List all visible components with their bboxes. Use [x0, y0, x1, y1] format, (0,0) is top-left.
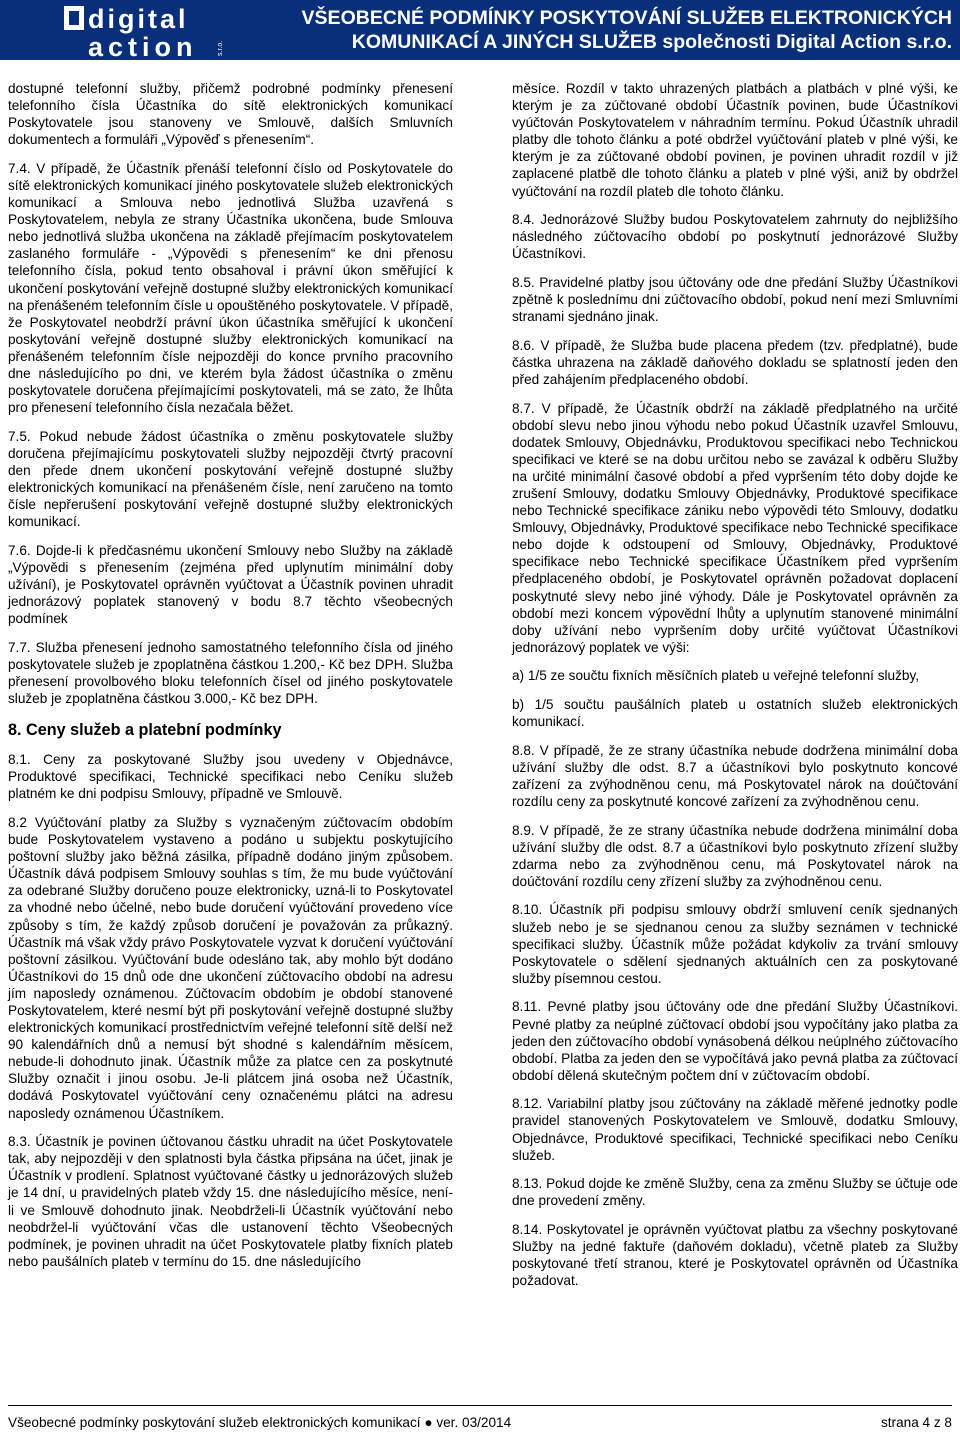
paragraph-8-2: 8.2 Vyúčtování platby za Služby s vyznačeným zúčtovacím obdobím bude Poskytovatelem vystaveno a podáno u subjektu poskytujícího poštovní služby jako běžná zásilka, případně dodáno jiným způsobem. Účastník dává podpisem Smlouvy souhlas s tím, že mu bude vyúčtování za odebrané Služby doručeno pouze elektronicky, uzná-li to Poskytovatel za vhodné nebo účelné, nebo bude doručení vyúčtování provedeno více způsoby s tím, že každý způsob doručení je považován za průkazný. Účastník má však vždy právo Poskytovatele vyzvat k doručení vyúčtování poštovní zásilkou. Vyúčtování bude odesláno tak, aby mohlo být dodáno Účastníkovi do 15 dnů ode dne ukončení zúčtovacího období na adresu jím naposledy oznámenou. Zúčtovacím obdobím je období stanovené Poskytovatelem, které nesmí být při poskytování veřejně dostupné služby elektronických komunikací prostřednictvím veřejné telefonní sítě delší než 90 kalendářních dnů a nemusí být shodné s kalendářním měsícem, nebude-li dohodnuto jinak. Účastník může za platce cen za poskytnuté Služby označit i jinou osobu. Je-li plátcem jiná osoba než Účastník, dodává Poskytovatel vyúčtování ceny označenému plátci na adresu naposledy oznámenou Účastníkem. [8, 814, 453, 1121]
paragraph-7-4: 7.4. V případě, že Účastník přenáší telefonní číslo od Poskytovatele do sítě elektronických komunikací jiného poskytovatele služeb elektronických komunikací a Smlouva nebo jednotlivá Služba uzavřená s Poskytovatelem, nebyla ze strany Účastníka ukončena, bude Smlouva nebo jednotlivá služba ukončena na základě přejímacím poskytovatelem zaslaného formuláře - „Výpovědi s přenesením“ ke dni přenosu telefonního čísla, pokud tento obsahoval i právní úkon směřující k ukončení poskytování veřejně dostupné služby elektronických komunikací na přenášeném telefonním čísle u opouštěného poskytovatele. V případě, že Poskytovatel neobdrží právní úkon účastníka směřující k ukončení poskytování veřejně dostupné služby elektronických komunikací na přenášeném telefonním čísle nejpozději do konce prvního pracovního dne následujícího po dni, ve kterém byla žádost účastníka o změnu poskytovatele doručena přejímajícími poskytovateli, má se zato, že lhůta pro přenesení telefonního čísla nezačala běžet. [8, 160, 453, 416]
logo-suffix: s.r.o. [217, 40, 224, 56]
paragraph-8-13: 8.13. Pokud dojde ke změně Služby, cena za změnu Služby se účtuje ode dne provedení změny. [512, 1176, 958, 1209]
paragraph-8-12: 8.12. Variabilní platby jsou zúčtovány na základě měřené jednotky podle pravidel stanovených Poskytovatelem ve Smlouvě, dodatku Smlouvy, Objednávce, Produktové specifikaci, Technické specifikaci nebo Ceníku služeb. [512, 1096, 958, 1163]
paragraph-7-6: 7.6. Dojde-li k předčasnému ukončení Smlouvy nebo Služby na základě „Výpovědi s přenesením (zejména před uplynutím minimální doby užívání), je Poskytovatel oprávněn vyúčtovat a Účastník povinen uhradit jednorázový poplatek stanovený v bodu 8.7 těchto všeobecných podmínek [8, 542, 453, 627]
list-item-a: a) 1/5 ze součtu fixních měsíčních plateb u veřejné telefonní služby, [512, 668, 920, 684]
paragraph-8-4: 8.4. Jednorázové Služby budou Poskytovatelem zahrnuty do nejbližšího následného zúčtovacího období po poskytnutí jednorázové Služby Účastníkovi. [512, 212, 958, 262]
paragraph: měsíce. Rozdíl v takto uhrazených platbách a platbách v plné výši, ke kterým je za zúčtované období Účastník povinen, bude Účastníkovi vyúčtován Poskytovatelem v náhradním termínu. Pokud Účastník uhradil platby dle tohoto článku a poté obdržel vyúčtování plateb v plné výši, ke kterým je za zúčtované období povinen, je povinen uhradit rozdíl v již zaplacené platbě dle tohoto článku a plateb v plné výši, aniž by obdržel vyúčtování na rozdíl plateb dle tohoto článku. [512, 81, 958, 199]
paragraph-8-8: 8.8. V případě, že ze strany účastníka nebude dodržena minimální doba užívání služby dle odst. 8.7 a účastníkovi bylo poskytnuto koncové zařízení za zvýhodněnou cenu, má Poskytovatel nárok na doúčtování rozdílu ceny za poskytnuté koncové zařízení za zvýhodněnou cenu. [512, 742, 958, 809]
page-header [0, 0, 960, 60]
left-column [8, 80, 453, 1281]
right-column [512, 80, 958, 1301]
page-number: strana 4 z 8 [880, 1415, 952, 1430]
section-heading-8: 8. Ceny služeb a platební podmínky [8, 721, 282, 740]
paragraph-8-11: 8.11. Pevné platby jsou účtovány ode dne předání Služby Účastníkovi. Pevné platby za neúplné zúčtovací období jsou vypočítány jako platba za jeden den zúčtovacího období vynásobená délkou neúplného zúčtovacího období. Platba za jeden den se vypočítává jako pevná platba za zúčtovací období dělená skutečným počtem dní v zúčtovacím období. [512, 999, 958, 1083]
paragraph-8-7: 8.7. V případě, že Účastník obdrží na základě předplatného na určité období slevu nebo jinou výhodu nebo pokud Účastník uzavřel Smlouvu, dodatek Smlouvy, Objednávku, Produktovou specifikaci nebo Technickou specifikaci ve které se na dobu určitou nebo se zavázal k odběru Služby na určité minimální časové období a před vypršením této doby dojde ke zrušení Smlouvy, dodatku Smlouvy Objednávky, Produktové specifikace nebo Technické specifikace zániku nebo výpovědi této Smlouvy, dodatku Smlouvy, Objednávky, Produktové specifikace nebo Technické specifikace nebo dojde k odstoupení od Smlouvy, Objednávky, Produktové specifikace nebo Technické specifikace Účastníkem před vypršením předplaceného období, je Poskytovatel oprávněn požadovat doplacení poskytnuté slevy nebo jiné výhody. Dále je Poskytovatel oprávněn za období mezi koncem výpovědní lhůty a uplynutím stanovené minimální doby užívání nebo vypršením doby určité vyúčtovat Účastníkovi jednorázový poplatek ve výši: [512, 400, 958, 655]
document-title [302, 6, 952, 54]
document-body [8, 80, 958, 1400]
paragraph-8-14: 8.14. Poskytovatel je oprávněn vyúčtovat platbu za všechny poskytované Služby na jedné faktuře (daňovém dokladu), včetně plateb za Služby poskytované třetí stranou, které je Poskytovatel oprávněn od Účastníka požadovat. [512, 1221, 958, 1289]
paragraph-7-5: 7.5. Pokud nebude žádost účastníka o změnu poskytovatele služby doručena přejímajícímu poskytovateli služby nejpozději čtvrtý pracovní den přede dnem ukončení poskytování veřejně dostupné služby elektronických komunikací na přenášeném čísle, není zaručeno na tomto čísle nepřerušení poskytování veřejně dostupné služby elektronických komunikací. [8, 428, 453, 530]
paragraph-7-7: 7.7. Služba přenesení jednoho samostatného telefonního čísla od jiného poskytovatele služeb je zpoplatněna částkou 1.200,- Kč bez DPH. Služba přenesení provolbového bloku telefonních čísel od jiného poskytovatele služeb je zpoplatněna částkou 3.000,- Kč bez DPH. [8, 639, 453, 707]
company-logo [62, 0, 232, 60]
paragraph-8-10: 8.10. Účastník při podpisu smlouvy obdrží smluvení ceník sjednaných služeb nebo je se sjednanou cenou za služby seznámen v technické specifikaci služby. Účastník může požádat kdykoliv za trvání smlouvy Poskytovatele o sdělení sjednaných aktuálních cen za poskytované služby písemnou cestou. [512, 902, 958, 986]
title-line-1: VŠEOBECNÉ PODMÍNKY POSKYTOVÁNÍ SLUŽEB ELEKTRONICKÝCH [301, 7, 952, 29]
paragraph-8-5: 8.5. Pravidelné platby jsou účtovány ode dne předání Služby Účastníkovi zpětně k poslednímu dni zúčtovacího období, pokud není mezi Smluvními stranami sjednáno jinak. [512, 274, 958, 325]
paragraph-8-6: 8.6. V případě, že Služba bude placena předem (tzv. předplatné), bude částka uhrazena na základě daňového dokladu se splatností jeden den před zahájením předplaceného období. [512, 337, 958, 387]
footer-document-info: Všeobecné podmínky poskytování služeb elektronických komunikací ● ver. 03/2014 [8, 1415, 512, 1430]
paragraph-8-9: 8.9. V případě, že ze strany účastníka nebude dodržena minimální doba užívání služby dle odst. 8.7 a účastníkovi bylo poskytnuto zřízení služby zdarma nebo za zvýhodněnou cenu, má Poskytovatel nárok na doúčtování rozdílu ceny zřízení služby za zvýhodněnou cenu. [512, 822, 958, 889]
list-item-b: b) 1/5 součtu paušálních plateb u ostatních služeb elektronických komunikací. [512, 697, 958, 730]
logo-line1: digital [88, 4, 189, 34]
paragraph: dostupné telefonní služby, přičemž podrobné podmínky přenesení telefonního čísla Účastníka do sítě elektronických komunikací Poskytovatele jsou stanoveny ve Smlouvě, dalších Smluvních dokumentech a formuláři „Výpověď s přenesením“. [8, 81, 453, 148]
paragraph-8-1: 8.1. Ceny za poskytované Služby jsou uvedeny v Objednávce, Produktové specifikaci, Technické specifikaci nebo Ceníku služeb platném ke dni podpisu Smlouvy, případně ve Smlouvě. [8, 752, 453, 802]
paragraph-8-3: 8.3. Účastník je povinen účtovanou částku uhradit na účet Poskytovatele tak, aby nejpozději v den splatnosti byla částka připsána na účet, jinak je Účastník v prodlení. Splatnost vyúčtované částky u jednorázových služeb je 14 dní, u pravidelných plateb vždy 15. dne následujícího měsíce, není-li ve Smlouvě dohodnuto jinak. Neobdrželi-li Účastník vyúčtování nebo neobdržel-li vyúčtování včas dle ustanovení těchto Všeobecných podmínek, je povinen uhradit na účet Poskytovatele platby fixních plateb nebo paušálních plateb v termínu do 15. dne následujícího [8, 1134, 453, 1269]
footer-divider [8, 1405, 952, 1406]
title-line-2: KOMUNIKACÍ A JINÝCH SLUŽEB společnosti Digital Action s.r.o. [351, 31, 952, 53]
logo-line2: action [88, 32, 198, 60]
